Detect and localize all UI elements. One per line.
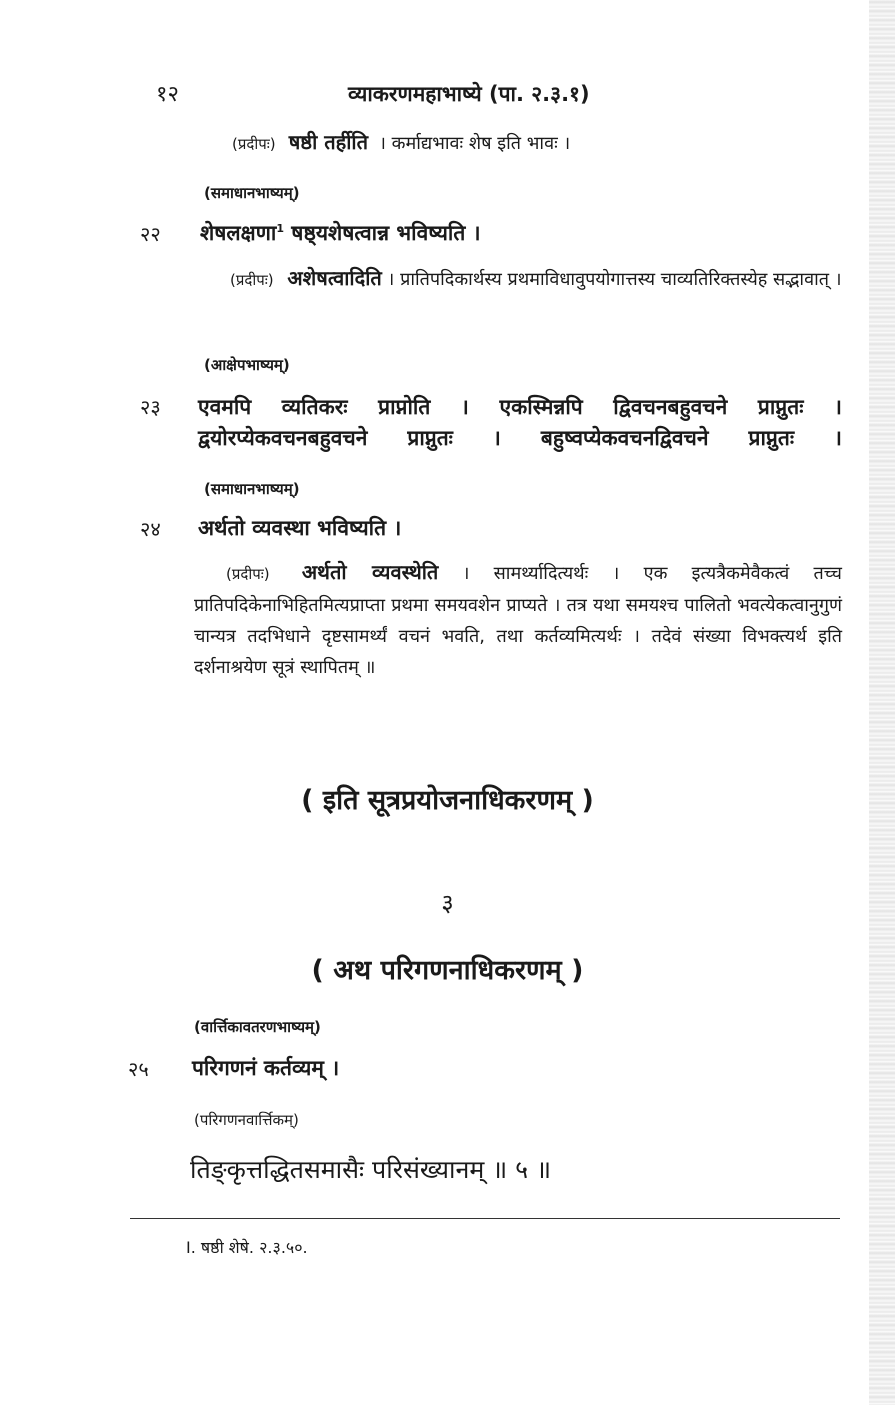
- section-label: (वार्त्तिकावतरणभाष्यम्): [194, 1018, 321, 1036]
- section-label: (समाधानभाष्यम्): [204, 480, 300, 498]
- pradipa-lead: अशेषत्वादिति: [287, 266, 382, 290]
- bhasya-text-part2: षष्ठ्यशेषत्वान्न भविष्यति ।: [284, 221, 481, 245]
- bhasya-text: अर्थतो व्यवस्था भविष्यति ।: [198, 516, 402, 540]
- bhasya-number: २४: [140, 517, 161, 541]
- page-number: १२: [156, 82, 179, 107]
- pradipa-text: । सामर्थ्यादित्यर्थः । एक इत्यत्रैकमेवैकत्वं तच्च प्रातिपदिकेनाभिहितमित्यप्राप्ता प्रथमा समयवशेन प्राप्यते । तत्र यथा समयश्च पालितो भवत्येकत्वानुगुणं चान्यत्र तदभिधाने दृष्टसामर्थ्यं वचनं भवति, तथा कर्तव्यमित्यर्थः । तदेवं संख्या विभक्त्यर्थ इति दर्शनाश्रयेण सूत्रं स्थापितम् ॥: [194, 563, 842, 678]
- vartika-label: (परिगणनवार्त्तिकम्): [194, 1111, 299, 1129]
- pradipa-text: । कर्माद्यभावः शेष इति भावः ।: [379, 133, 571, 154]
- bhasya-number: २३: [140, 395, 161, 419]
- bhasya-number: २५: [128, 1057, 149, 1081]
- bhasya-text-part1: शेषलक्षणा: [200, 221, 277, 245]
- vartika-text: तिङ्कृत्तद्धितसमासैः परिसंख्यानम् ॥ ५ ॥: [190, 1155, 552, 1184]
- pradipa-3: [194, 557, 842, 683]
- section-number: ३: [441, 889, 454, 917]
- pradipa-lead: षष्ठी तर्हीति: [288, 130, 368, 154]
- pradipa-1: [232, 128, 570, 155]
- bhasya-text: [200, 219, 481, 247]
- pradipa-tag: (प्रदीपः): [230, 271, 274, 289]
- footnote: I. षष्ठी शेषे. २.३.५०.: [186, 1238, 308, 1257]
- footnote-rule: [130, 1218, 840, 1219]
- bhasya-number: २२: [140, 222, 161, 246]
- pradipa-2: [200, 263, 842, 296]
- bhasya-text: परिगणनं कर्तव्यम् ।: [192, 1056, 340, 1080]
- pradipa-text: । प्रातिपदिकार्थस्य प्रथमाविधावुपयोगात्तस्य चाव्यतिरिक्तस्येह सद्भावात् ।: [387, 269, 842, 290]
- pradipa-tag: (प्रदीपः): [232, 135, 276, 153]
- running-head: व्याकरणमहाभाष्ये (पा. २.३.१): [348, 82, 590, 106]
- adhikarana-end-title: ( इति सूत्रप्रयोजनाधिकरणम् ): [301, 785, 594, 816]
- pradipa-lead: अर्थतो व्यवस्थेति: [301, 560, 439, 584]
- footnote-ref: 1: [276, 222, 284, 235]
- bhasya-text: एवमपि व्यतिकरः प्राप्नोति । एकस्मिन्नपि द्विवचनबहुवचने प्राप्नुतः । द्वयोरप्येकवचनबहुवचने प्राप्नुतः । बहुष्वप्येकवचनद्विवचने प्राप्नुतः ।: [198, 395, 842, 450]
- adhikarana-begin-title: ( अथ परिगणनाधिकरणम् ): [311, 955, 584, 986]
- section-label: (समाधानभाष्यम्): [204, 184, 300, 202]
- section-label: (आक्षेपभाष्यम्): [204, 356, 290, 374]
- pradipa-tag: (प्रदीपः): [226, 565, 270, 583]
- scan-edge-shadow: [869, 0, 895, 1405]
